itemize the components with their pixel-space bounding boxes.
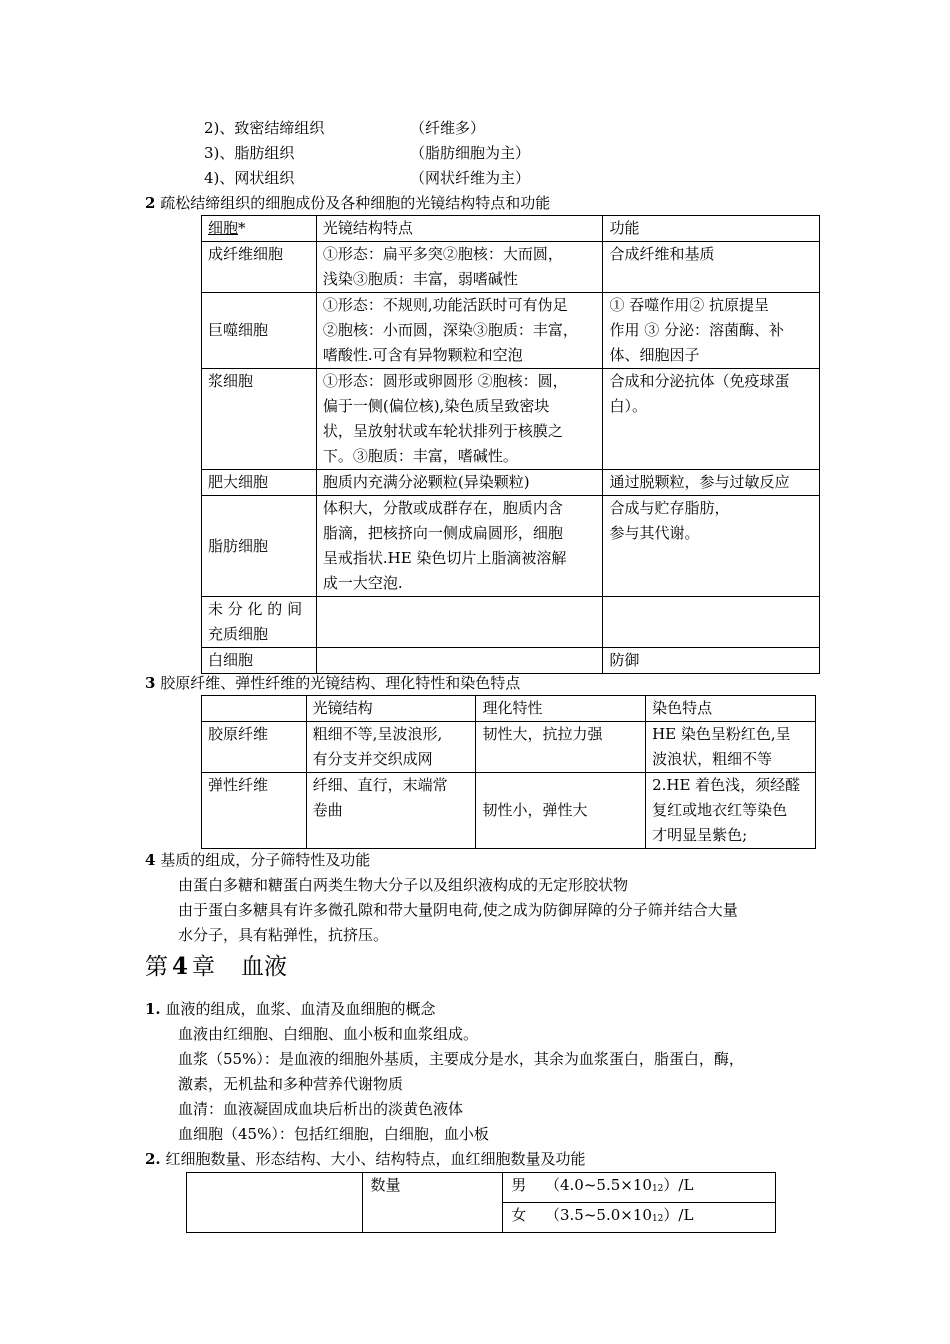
paragraph-line: 血浆（55%）：是血液的细胞外基质，主要成分是水，其余为血浆蛋白，脂蛋白，酶， (178, 1050, 744, 1068)
section-number: 1. (145, 1000, 161, 1018)
fiber-table (201, 695, 816, 849)
table-header-row (202, 696, 816, 722)
section-title: 血液的组成，血浆、血清及血细胞的概念 (165, 1000, 436, 1018)
table-row (202, 470, 820, 496)
table-row (202, 242, 820, 293)
fiber-name: 胶原纤维 (202, 722, 307, 773)
header-function: 功能 (603, 216, 820, 242)
paragraph-line: 由蛋白多糖和糖蛋白两类生物大分子以及组织液构成的无定形胶状物 (178, 876, 629, 894)
table-row (187, 1173, 776, 1203)
cell-function: 通过脱颗粒，参与过敏反应 (603, 470, 820, 496)
sub-item-note: （纤维多） (410, 119, 486, 137)
sub-item-3 (204, 166, 531, 191)
section-3-heading (145, 671, 520, 696)
header-empty (202, 696, 307, 722)
header-cell: 细胞* (202, 216, 317, 242)
sub-item-2 (204, 141, 531, 166)
cell-function: ① 吞噬作用② 抗原提呈 作用 ③ 分泌：溶菌酶、补 体、细胞因子 (603, 293, 820, 369)
cell-structure: ①形态：圆形或卵圆形 ②胞核：圆， 偏于一侧(偏位核),染色质呈致密块 状，呈放射状或车轮状排列于核膜之 下。③胞质：丰富，嗜碱性。 (316, 369, 603, 470)
cell-structure (316, 648, 603, 674)
section-number: 4 (145, 851, 156, 869)
chapter-prefix: 第 (145, 954, 168, 980)
rbc-male: 男 $(4.0\sim 5.5\times 10_{12})/L$ (503, 1173, 776, 1203)
cell-function: 合成纤维和基质 (603, 242, 820, 293)
section-title: 疏松结缔组织的细胞成份及各种细胞的光镜结构特点和功能 (160, 194, 551, 212)
sub-item-note: （脂肪细胞为主） (410, 144, 531, 162)
table-row (202, 722, 816, 773)
section-title: 红细胞数量、形态结构、大小、结构特点，血红细胞数量及功能 (165, 1150, 586, 1168)
header-stain: 染色特点 (646, 696, 816, 722)
table-row (202, 293, 820, 369)
sub-item-1 (204, 116, 486, 141)
rbc-female: 女 $(3.5\sim 5.0\times 10_{12})/L$ (503, 1203, 776, 1233)
chapter-title: 血液 (241, 954, 288, 980)
cell-name: 浆细胞 (202, 369, 317, 470)
paragraph-line: 由于蛋白多糖具有许多微孔隙和带大量阴电荷,使之成为防御屏障的分子筛并结合大量 (178, 901, 738, 919)
header-property: 理化特性 (476, 696, 646, 722)
fiber-structure: 粗细不等,呈波浪形, 有分支并交织成网 (306, 722, 476, 773)
header-structure: 光镜结构特点 (316, 216, 603, 242)
header-structure: 光镜结构 (306, 696, 476, 722)
chapter-suffix: 章 (192, 954, 216, 980)
fiber-stain: 2.HE 着色浅，须经醛 复红或地衣红等染色 才明显呈紫色; (646, 773, 816, 849)
cell-table (201, 215, 820, 674)
sub-item-name: 3)、脂肪组织 (204, 144, 295, 162)
cell-name: 未 分 化 的 间 充质细胞 (202, 597, 317, 648)
cell-name: 巨噬细胞 (202, 293, 317, 369)
section-2-heading (145, 191, 550, 216)
sub-item-name: 2)、致密结缔组织 (204, 119, 325, 137)
fiber-property: 韧性大，抗拉力强 (476, 722, 646, 773)
rbc-label: 数量 (362, 1173, 503, 1233)
paragraph-line: 血细胞（45%）：包括红细胞，白细胞，血小板 (178, 1125, 489, 1143)
section-title: 基质的组成，分子筛特性及功能 (160, 851, 371, 869)
table-row (202, 773, 816, 849)
c2-heading (145, 1147, 585, 1172)
cell-structure (316, 597, 603, 648)
section-number: 2. (145, 1150, 161, 1168)
paragraph-line: 血液由红细胞、白细胞、血小板和血浆组成。 (178, 1025, 479, 1043)
cell-structure: 体积大，分散或成群存在，胞质内含 脂滴，把核挤向一侧成扁圆形，细胞 呈戒指状.HE 染色切片上脂滴被溶解 成一大空泡. (316, 496, 603, 597)
cell-structure: 胞质内充满分泌颗粒(异染颗粒) (316, 470, 603, 496)
cell-name: 成纤维细胞 (202, 242, 317, 293)
section-4-heading (145, 848, 370, 873)
cell-function: 合成与贮存脂肪， 参与其代谢。 (603, 496, 820, 597)
fiber-stain: HE 染色呈粉红色,呈 波浪状，粗细不等 (646, 722, 816, 773)
section-number: 3 (145, 674, 156, 692)
table-row (202, 648, 820, 674)
table-row (202, 597, 820, 648)
section-number: 2 (145, 194, 156, 212)
chapter-heading (145, 952, 287, 982)
fiber-property: 韧性小，弹性大 (476, 773, 646, 849)
fiber-name: 弹性纤维 (202, 773, 307, 849)
sub-item-name: 4)、网状组织 (204, 169, 295, 187)
table-row (202, 369, 820, 470)
cell-structure: ①形态：扁平多突②胞核：大而圆， 浅染③胞质：丰富，弱嗜碱性 (316, 242, 603, 293)
cell-function (603, 597, 820, 648)
cell-structure: ①形态：不规则,功能活跃时可有伪足 ②胞核：小而圆，深染③胞质：丰富， 嗜酸性.可含有异物颗粒和空泡 (316, 293, 603, 369)
chapter-number: 4 (172, 953, 189, 980)
cell-name: 肥大细胞 (202, 470, 317, 496)
rbc-empty-cell (187, 1173, 363, 1233)
cell-function: 合成和分泌抗体（免疫球蛋 白）。 (603, 369, 820, 470)
rbc-table (186, 1172, 776, 1233)
cell-name: 脂肪细胞 (202, 496, 317, 597)
paragraph-line: 血清：血液凝固成血块后析出的淡黄色液体 (178, 1100, 464, 1118)
cell-function: 防御 (603, 648, 820, 674)
c1-heading (145, 997, 435, 1022)
paragraph-line: 水分子，具有粘弹性，抗挤压。 (178, 926, 389, 944)
table-header-row (202, 216, 820, 242)
cell-name: 白细胞 (202, 648, 317, 674)
sub-item-note: （网状纤维为主） (410, 169, 531, 187)
paragraph-line: 激素，无机盐和多种营养代谢物质 (178, 1075, 404, 1093)
section-title: 胶原纤维、弹性纤维的光镜结构、理化特性和染色特点 (160, 674, 521, 692)
fiber-structure: 纤细、直行，末端常 卷曲 (306, 773, 476, 849)
table-row (202, 496, 820, 597)
